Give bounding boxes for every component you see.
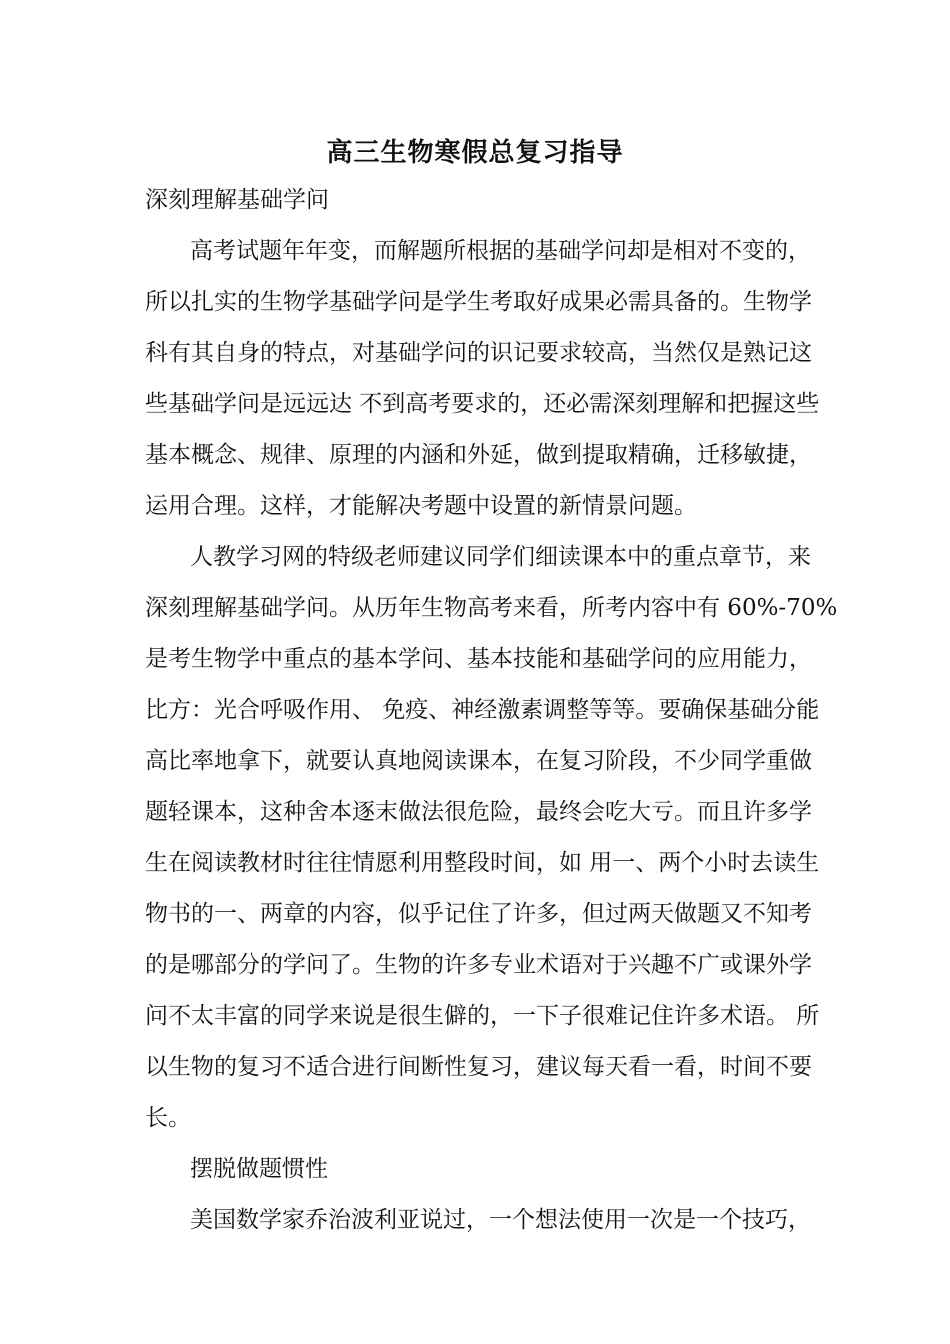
paragraph-line: 运用合理。这样，才能解决考题中设置的新情景问题。 [145,493,697,519]
paragraph-line: 人教学习网的特级老师建议同学们细读课本中的重点章节，来 [190,544,811,570]
paragraph-line: 长。 [145,1105,191,1131]
paragraph-line: 题轻课本，这种舍本逐末做法很危险，最终会吃大亏。而且许多学 [145,799,812,825]
paragraph-line: 问不太丰富的同学来说是很生僻的，一下子很难记住许多术语。 所 [145,1003,820,1029]
paragraph-line: 比方：光合呼吸作用、 免疫、神经激素调整等等。要确保基础分能 [145,697,820,723]
paragraph-line: 物书的一、两章的内容，似乎记住了许多，但过两天做题又不知考 [145,901,812,927]
paragraph-line: 基本概念、规律、原理的内涵和外延，做到提取精确，迁移敏捷， [145,442,812,468]
paragraph-line: 些基础学问是远远达 不到高考要求的，还必需深刻理解和把握这些 [145,391,820,417]
paragraph-line: 是考生物学中重点的基本学问、基本技能和基础学问的应用能力， [145,646,812,672]
document-title: 高三生物寒假总复习指导 [326,138,624,168]
paragraph-line: 所以扎实的生物学基础学问是学生考取好成果必需具备的。生物学 [145,289,812,315]
section-heading-1: 深刻理解基础学问 [145,187,329,213]
paragraph-line: 以生物的复习不适合进行间断性复习，建议每天看一看，时间不要 [145,1054,812,1080]
paragraph-line: 美国数学家乔治波利亚说过，一个想法使用一次是一个技巧， [190,1207,811,1233]
section-heading-2: 摆脱做题惯性 [190,1156,328,1182]
paragraph-line: 高考试题年年变，而解题所根据的基础学问却是相对不变的， [190,238,811,264]
paragraph-line: 生在阅读教材时往往情愿利用整段时间，如 用一、两个小时去读生 [145,850,820,876]
paragraph-line: 深刻理解基础学问。从历年生物高考来看，所考内容中有 60%-70% [145,595,838,621]
paragraph-line: 高比率地拿下，就要认真地阅读课本，在复习阶段，不少同学重做 [145,748,812,774]
paragraph-line: 科有其自身的特点，对基础学问的识记要求较高，当然仅是熟记这 [145,340,812,366]
paragraph-line: 的是哪部分的学问了。生物的许多专业术语对于兴趣不广或课外学 [145,952,812,978]
